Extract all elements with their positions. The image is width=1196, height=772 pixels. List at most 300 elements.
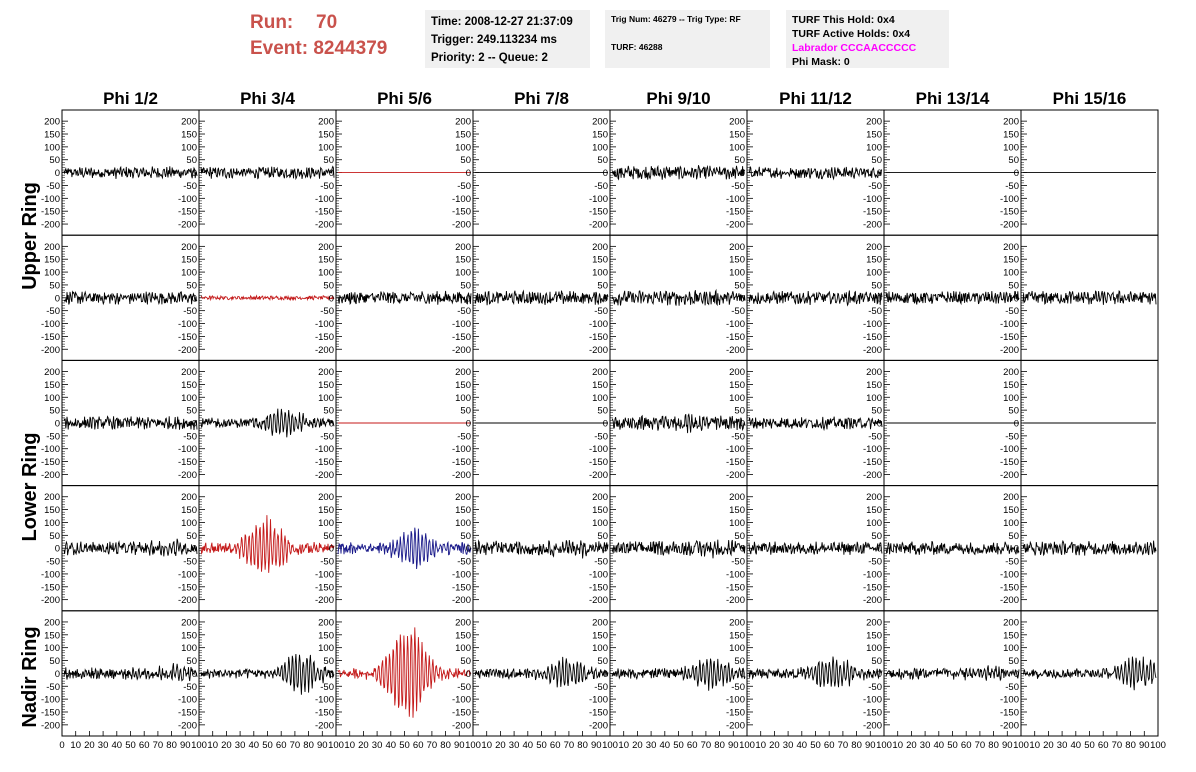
y-tick-label: -100 bbox=[588, 444, 608, 456]
trig-num-text: Trig Num: 46279 -- Trig Type: RF bbox=[611, 14, 741, 24]
y-tick-label: -150 bbox=[862, 582, 882, 594]
event-label: Event: bbox=[250, 38, 309, 59]
y-tick-label: -100 bbox=[862, 319, 882, 331]
y-tick-label: -100 bbox=[451, 193, 471, 205]
y-tick-label: -150 bbox=[40, 206, 60, 218]
y-tick-label: 0 bbox=[54, 168, 60, 180]
y-tick-label: 150 bbox=[592, 254, 608, 266]
y-tick-label: -100 bbox=[177, 694, 197, 706]
y-tick-label: -100 bbox=[40, 193, 60, 205]
y-tick-label: 50 bbox=[871, 155, 882, 167]
x-tick-label: 50 bbox=[262, 740, 273, 751]
x-tick-label: 50 bbox=[125, 740, 136, 751]
x-tick-label: 50 bbox=[673, 740, 684, 751]
y-tick-label: 50 bbox=[323, 280, 334, 292]
x-tick-label: 80 bbox=[851, 740, 862, 751]
y-tick-label: -50 bbox=[320, 306, 334, 318]
y-tick-label: 0 bbox=[465, 293, 471, 305]
run-label: Run: bbox=[250, 12, 294, 33]
y-tick-label: 150 bbox=[455, 630, 471, 642]
y-tick-label: 50 bbox=[597, 656, 608, 668]
y-tick-label: 0 bbox=[465, 543, 471, 555]
y-tick-label: -200 bbox=[314, 344, 334, 356]
y-tick-label: -200 bbox=[862, 469, 882, 481]
y-tick-label: 200 bbox=[318, 241, 334, 253]
y-tick-label: 200 bbox=[44, 367, 60, 379]
y-tick-label: -50 bbox=[320, 431, 334, 443]
y-tick-label: 0 bbox=[191, 418, 197, 430]
y-tick-label: -200 bbox=[588, 344, 608, 356]
x-tick-label: 70 bbox=[563, 740, 575, 751]
x-tick-label: 60 bbox=[412, 740, 424, 751]
waveform-panel bbox=[178, 360, 336, 485]
y-tick-label: -150 bbox=[588, 707, 608, 719]
x-tick-label: 90 bbox=[865, 740, 876, 751]
waveform-panel bbox=[1000, 360, 1158, 485]
y-tick-label: 50 bbox=[186, 530, 197, 542]
y-tick-label: -50 bbox=[868, 180, 882, 192]
waveform-trace bbox=[612, 659, 745, 691]
x-tick-label: 30 bbox=[371, 740, 383, 751]
y-tick-label: 200 bbox=[866, 241, 882, 253]
trigger-text: Trigger: 249.113234 ms bbox=[431, 34, 557, 46]
waveform-panel bbox=[589, 360, 747, 485]
turf-text: TURF: 46288 bbox=[611, 42, 663, 52]
waveform-panel bbox=[41, 486, 199, 611]
y-tick-label: -50 bbox=[457, 180, 471, 192]
y-tick-label: -100 bbox=[177, 444, 197, 456]
y-tick-label: 0 bbox=[602, 543, 608, 555]
y-tick-label: 0 bbox=[739, 543, 745, 555]
y-tick-label: -150 bbox=[40, 582, 60, 594]
y-tick-label: -100 bbox=[725, 444, 745, 456]
x-tick-label: 40 bbox=[1070, 740, 1082, 751]
y-tick-label: -100 bbox=[725, 569, 745, 581]
y-tick-label: 0 bbox=[1013, 293, 1019, 305]
y-tick-label: 200 bbox=[729, 367, 745, 379]
y-tick-label: -50 bbox=[731, 431, 745, 443]
waveform-panel bbox=[726, 486, 884, 611]
y-tick-label: 50 bbox=[1008, 656, 1019, 668]
y-tick-label: 0 bbox=[1013, 668, 1019, 680]
column-title: Phi 5/6 bbox=[377, 89, 432, 108]
waveform-trace bbox=[612, 414, 745, 433]
waveform-panel bbox=[452, 611, 610, 736]
y-tick-label: 100 bbox=[729, 267, 745, 279]
y-tick-label: 100 bbox=[455, 267, 471, 279]
y-tick-label: 50 bbox=[1008, 530, 1019, 542]
y-tick-label: 200 bbox=[1003, 617, 1019, 629]
y-tick-label: 150 bbox=[729, 505, 745, 517]
x-tick-label: 20 bbox=[221, 740, 232, 751]
y-tick-label: 100 bbox=[318, 517, 334, 529]
y-tick-label: 200 bbox=[318, 116, 334, 128]
labrador-text: Labrador CCCAACCCCC bbox=[792, 42, 917, 54]
y-tick-label: -50 bbox=[868, 556, 882, 568]
y-tick-label: 100 bbox=[866, 392, 882, 404]
y-tick-label: 100 bbox=[1003, 392, 1019, 404]
y-tick-label: 100 bbox=[592, 142, 608, 154]
y-tick-label: -50 bbox=[594, 556, 608, 568]
y-tick-label: 0 bbox=[191, 543, 197, 555]
y-tick-label: -100 bbox=[314, 444, 334, 456]
y-tick-label: -150 bbox=[40, 331, 60, 343]
y-tick-label: 150 bbox=[592, 505, 608, 517]
y-tick-label: 200 bbox=[592, 116, 608, 128]
y-tick-label: -100 bbox=[314, 193, 334, 205]
y-tick-label: -200 bbox=[451, 720, 471, 732]
waveform-panel bbox=[726, 235, 884, 360]
waveform-trace bbox=[64, 663, 197, 681]
waveform-panel bbox=[178, 611, 336, 736]
y-tick-label: -200 bbox=[999, 344, 1019, 356]
y-tick-label: -200 bbox=[862, 344, 882, 356]
waveform-trace bbox=[64, 166, 197, 179]
y-tick-label: 0 bbox=[739, 418, 745, 430]
y-tick-label: -150 bbox=[999, 331, 1019, 343]
x-tick-label: 60 bbox=[686, 740, 698, 751]
y-tick-label: 200 bbox=[44, 116, 60, 128]
waveform-trace bbox=[201, 654, 334, 695]
y-tick-label: 200 bbox=[181, 116, 197, 128]
y-tick-label: 200 bbox=[592, 617, 608, 629]
x-tick-label: 30 bbox=[919, 740, 931, 751]
y-tick-label: -150 bbox=[40, 707, 60, 719]
y-tick-label: -100 bbox=[40, 694, 60, 706]
y-tick-label: -100 bbox=[725, 694, 745, 706]
y-tick-label: -100 bbox=[725, 319, 745, 331]
x-tick-label: 40 bbox=[659, 740, 671, 751]
y-tick-label: 150 bbox=[1003, 379, 1019, 391]
y-tick-label: 200 bbox=[1003, 116, 1019, 128]
y-tick-label: 200 bbox=[1003, 241, 1019, 253]
y-tick-label: 50 bbox=[1008, 155, 1019, 167]
y-tick-label: 200 bbox=[181, 367, 197, 379]
y-tick-label: 0 bbox=[191, 668, 197, 680]
y-tick-label: 50 bbox=[871, 530, 882, 542]
waveform-trace bbox=[475, 657, 608, 687]
waveform-trace bbox=[338, 291, 471, 305]
y-tick-label: -150 bbox=[588, 206, 608, 218]
waveform-panel bbox=[863, 486, 1021, 611]
waveform-trace bbox=[201, 167, 334, 179]
waveform-panel bbox=[589, 611, 747, 736]
y-tick-label: 50 bbox=[597, 155, 608, 167]
y-tick-label: -150 bbox=[725, 457, 745, 469]
x-tick-label: 40 bbox=[933, 740, 945, 751]
y-tick-label: -200 bbox=[177, 469, 197, 481]
y-tick-label: 0 bbox=[465, 668, 471, 680]
waveform-trace bbox=[64, 292, 197, 305]
y-tick-label: 100 bbox=[318, 643, 334, 655]
y-tick-label: 0 bbox=[191, 168, 197, 180]
y-tick-label: 50 bbox=[871, 656, 882, 668]
column-title: Phi 11/12 bbox=[779, 89, 852, 108]
y-tick-label: -150 bbox=[314, 331, 334, 343]
y-tick-label: 150 bbox=[592, 129, 608, 141]
y-tick-label: -50 bbox=[1005, 681, 1019, 693]
y-tick-label: 100 bbox=[318, 142, 334, 154]
y-tick-label: 0 bbox=[54, 668, 60, 680]
y-tick-label: -150 bbox=[725, 206, 745, 218]
x-tick-label: 60 bbox=[960, 740, 972, 751]
x-tick-label: 30 bbox=[97, 740, 109, 751]
waveform-trace bbox=[201, 409, 334, 438]
y-tick-label: 0 bbox=[54, 293, 60, 305]
y-tick-label: -50 bbox=[868, 681, 882, 693]
lower-ring-label: Lower Ring bbox=[19, 432, 41, 542]
y-tick-label: 100 bbox=[318, 392, 334, 404]
y-tick-label: 150 bbox=[729, 254, 745, 266]
x-tick-label: 20 bbox=[84, 740, 95, 751]
waveform-panel bbox=[452, 235, 610, 360]
waveform-trace bbox=[612, 165, 745, 180]
y-tick-label: -100 bbox=[588, 193, 608, 205]
y-tick-label: 200 bbox=[455, 367, 471, 379]
x-tick-label: 80 bbox=[714, 740, 725, 751]
waveform-panel bbox=[1000, 486, 1158, 611]
y-tick-label: -150 bbox=[588, 457, 608, 469]
y-tick-label: 200 bbox=[181, 617, 197, 629]
x-tick-label: 20 bbox=[632, 740, 643, 751]
x-tick-label: 70 bbox=[289, 740, 301, 751]
y-tick-label: 0 bbox=[876, 418, 882, 430]
y-tick-label: -50 bbox=[320, 556, 334, 568]
y-tick-label: -200 bbox=[314, 219, 334, 231]
y-tick-label: -200 bbox=[40, 219, 60, 231]
y-tick-label: 100 bbox=[592, 392, 608, 404]
y-tick-label: -150 bbox=[177, 331, 197, 343]
y-tick-label: 150 bbox=[318, 129, 334, 141]
y-tick-label: -100 bbox=[40, 569, 60, 581]
y-tick-label: 50 bbox=[597, 530, 608, 542]
y-tick-label: -50 bbox=[183, 556, 197, 568]
x-tick-label: 10 bbox=[892, 740, 903, 751]
y-tick-label: 150 bbox=[181, 129, 197, 141]
waveform-panel bbox=[315, 235, 473, 360]
x-tick-label: 90 bbox=[180, 740, 191, 751]
x-tick-label: 80 bbox=[166, 740, 177, 751]
y-tick-label: -150 bbox=[725, 707, 745, 719]
y-tick-label: 150 bbox=[729, 630, 745, 642]
x-tick-label: 30 bbox=[782, 740, 794, 751]
x-tick-label: 30 bbox=[645, 740, 657, 751]
column-title: Phi 7/8 bbox=[514, 89, 569, 108]
y-tick-label: 150 bbox=[592, 630, 608, 642]
x-tick-label: 10 bbox=[1029, 740, 1040, 751]
y-tick-label: 200 bbox=[1003, 492, 1019, 504]
x-tick-label: 100 bbox=[328, 740, 344, 751]
x-tick-label: 60 bbox=[1097, 740, 1109, 751]
waveform-panel bbox=[726, 611, 884, 736]
y-tick-label: -50 bbox=[1005, 180, 1019, 192]
x-tick-label: 10 bbox=[481, 740, 492, 751]
y-tick-label: 100 bbox=[44, 267, 60, 279]
waveform-panel bbox=[41, 235, 199, 360]
y-tick-label: 150 bbox=[1003, 505, 1019, 517]
y-tick-label: 0 bbox=[602, 668, 608, 680]
waveform-panel bbox=[589, 235, 747, 360]
y-tick-label: 100 bbox=[1003, 517, 1019, 529]
waveform-panel bbox=[589, 486, 747, 611]
waveform-trace bbox=[201, 515, 334, 573]
waveform-trace bbox=[475, 291, 608, 306]
y-tick-label: 100 bbox=[181, 392, 197, 404]
waveform-panel bbox=[1000, 110, 1158, 235]
waveform-panel bbox=[178, 235, 336, 360]
y-tick-label: 0 bbox=[54, 418, 60, 430]
y-tick-label: -100 bbox=[177, 569, 197, 581]
y-tick-label: -200 bbox=[725, 595, 745, 607]
y-tick-label: -100 bbox=[451, 444, 471, 456]
y-tick-label: 200 bbox=[592, 241, 608, 253]
y-tick-label: -200 bbox=[177, 720, 197, 732]
x-tick-label: 30 bbox=[234, 740, 246, 751]
waveform-panel bbox=[863, 110, 1021, 235]
y-tick-label: -50 bbox=[868, 431, 882, 443]
y-tick-label: 50 bbox=[734, 280, 745, 292]
y-tick-label: 150 bbox=[866, 254, 882, 266]
turf-active-holds-text: TURF Active Holds: 0x4 bbox=[792, 28, 911, 40]
y-tick-label: -200 bbox=[725, 344, 745, 356]
waveform-trace bbox=[1023, 291, 1156, 305]
waveform-trace bbox=[64, 416, 197, 430]
y-tick-label: -200 bbox=[588, 469, 608, 481]
waveform-panel bbox=[315, 486, 473, 611]
y-tick-label: 150 bbox=[44, 630, 60, 642]
y-tick-label: -50 bbox=[320, 681, 334, 693]
y-tick-label: -50 bbox=[183, 180, 197, 192]
y-tick-label: 0 bbox=[465, 168, 471, 180]
y-tick-label: 100 bbox=[866, 267, 882, 279]
y-tick-label: 0 bbox=[739, 293, 745, 305]
y-tick-label: 150 bbox=[729, 129, 745, 141]
y-tick-label: -150 bbox=[999, 707, 1019, 719]
x-tick-label: 70 bbox=[1111, 740, 1123, 751]
y-tick-label: -200 bbox=[999, 219, 1019, 231]
y-tick-label: -50 bbox=[731, 306, 745, 318]
y-tick-label: 150 bbox=[44, 379, 60, 391]
x-tick-label: 90 bbox=[591, 740, 602, 751]
y-tick-label: 200 bbox=[44, 617, 60, 629]
y-tick-label: 50 bbox=[460, 656, 471, 668]
column-title: Phi 13/14 bbox=[915, 89, 990, 108]
column-title: Phi 15/16 bbox=[1052, 89, 1127, 108]
y-tick-label: 150 bbox=[181, 379, 197, 391]
y-tick-label: -150 bbox=[862, 707, 882, 719]
waveform-panel bbox=[589, 110, 747, 235]
x-tick-label: 30 bbox=[508, 740, 520, 751]
y-tick-label: 50 bbox=[734, 530, 745, 542]
y-tick-label: -200 bbox=[40, 344, 60, 356]
waveform-trace bbox=[475, 540, 608, 558]
y-tick-label: 50 bbox=[460, 405, 471, 417]
event-value: 8244379 bbox=[313, 38, 388, 59]
y-tick-label: -150 bbox=[177, 707, 197, 719]
y-tick-label: 100 bbox=[44, 142, 60, 154]
y-tick-label: -150 bbox=[862, 206, 882, 218]
y-tick-label: 0 bbox=[328, 543, 334, 555]
x-tick-label: 80 bbox=[1125, 740, 1136, 751]
y-tick-label: -100 bbox=[725, 193, 745, 205]
y-tick-label: 150 bbox=[866, 630, 882, 642]
y-tick-label: 100 bbox=[318, 267, 334, 279]
y-tick-label: 100 bbox=[1003, 142, 1019, 154]
y-tick-label: -150 bbox=[999, 457, 1019, 469]
y-tick-label: 50 bbox=[323, 530, 334, 542]
y-tick-label: 50 bbox=[734, 405, 745, 417]
waveform-panel bbox=[315, 611, 473, 736]
y-tick-label: -150 bbox=[999, 582, 1019, 594]
y-tick-label: -150 bbox=[451, 457, 471, 469]
y-tick-label: 0 bbox=[1013, 543, 1019, 555]
y-tick-label: 200 bbox=[592, 492, 608, 504]
y-tick-label: -100 bbox=[314, 319, 334, 331]
y-tick-label: -200 bbox=[314, 595, 334, 607]
x-tick-label: 20 bbox=[1043, 740, 1054, 751]
y-tick-label: 0 bbox=[602, 418, 608, 430]
x-tick-label: 60 bbox=[275, 740, 287, 751]
y-tick-label: -100 bbox=[862, 694, 882, 706]
y-tick-label: -50 bbox=[183, 681, 197, 693]
x-tick-label: 70 bbox=[700, 740, 712, 751]
x-tick-label: 50 bbox=[1084, 740, 1095, 751]
y-tick-label: -100 bbox=[862, 444, 882, 456]
y-tick-label: -200 bbox=[40, 469, 60, 481]
y-tick-label: 50 bbox=[734, 656, 745, 668]
y-tick-label: -150 bbox=[999, 206, 1019, 218]
y-tick-label: -50 bbox=[46, 431, 60, 443]
y-tick-label: 100 bbox=[455, 142, 471, 154]
x-tick-label: 20 bbox=[495, 740, 506, 751]
x-tick-label: 70 bbox=[974, 740, 986, 751]
y-tick-label: 100 bbox=[181, 517, 197, 529]
waveform-trace bbox=[886, 665, 1019, 680]
y-tick-label: 200 bbox=[455, 617, 471, 629]
x-tick-label: 90 bbox=[1002, 740, 1013, 751]
y-tick-label: -100 bbox=[314, 569, 334, 581]
y-tick-label: 100 bbox=[866, 517, 882, 529]
phi-mask-text: Phi Mask: 0 bbox=[792, 56, 850, 68]
waveform-trace bbox=[1023, 657, 1156, 691]
y-tick-label: 50 bbox=[323, 405, 334, 417]
y-tick-label: -200 bbox=[314, 720, 334, 732]
waveform-trace bbox=[749, 417, 882, 430]
y-tick-label: 50 bbox=[871, 405, 882, 417]
x-tick-label: 100 bbox=[1150, 740, 1166, 751]
x-tick-label: 100 bbox=[1013, 740, 1029, 751]
y-tick-label: -50 bbox=[183, 306, 197, 318]
waveform-panel bbox=[863, 360, 1021, 485]
y-tick-label: 100 bbox=[181, 142, 197, 154]
x-tick-label: 40 bbox=[796, 740, 808, 751]
y-tick-label: 50 bbox=[323, 656, 334, 668]
y-tick-label: -50 bbox=[46, 180, 60, 192]
y-tick-label: 200 bbox=[729, 241, 745, 253]
y-tick-label: -200 bbox=[451, 595, 471, 607]
y-tick-label: -150 bbox=[725, 582, 745, 594]
y-tick-label: -200 bbox=[451, 219, 471, 231]
y-tick-label: 50 bbox=[49, 656, 60, 668]
y-tick-label: 0 bbox=[876, 293, 882, 305]
x-tick-label: 40 bbox=[248, 740, 260, 751]
y-tick-label: 100 bbox=[729, 517, 745, 529]
y-tick-label: 50 bbox=[597, 280, 608, 292]
y-tick-label: 200 bbox=[866, 367, 882, 379]
x-tick-label: 20 bbox=[769, 740, 780, 751]
column-title: Phi 3/4 bbox=[240, 89, 295, 108]
nadir-ring-label: Nadir Ring bbox=[19, 626, 41, 728]
